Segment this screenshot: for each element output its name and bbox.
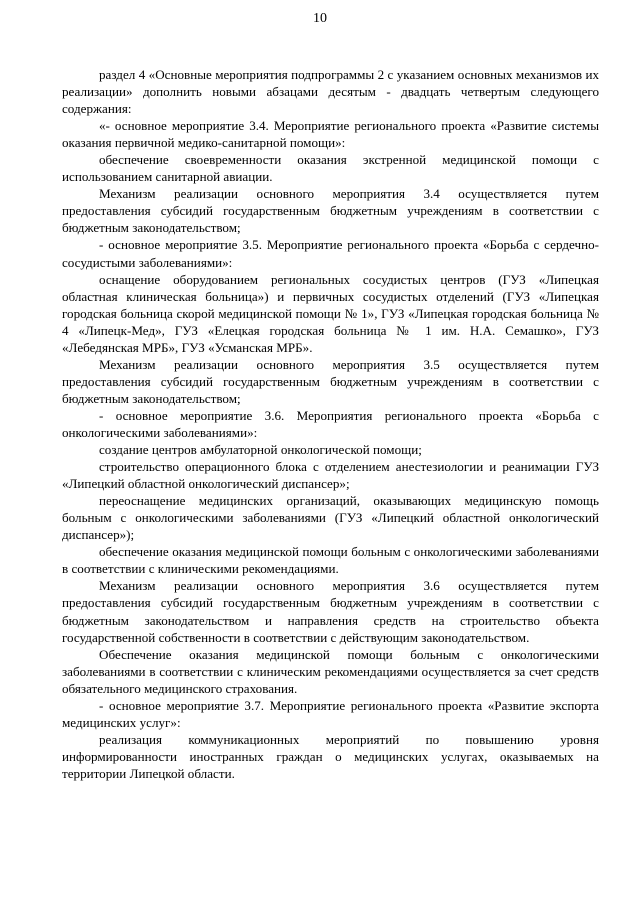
paragraph-measure-3-4-mechanism: Механизм реализации основного мероприятия 3.4 осуществляется путем предоставления субсидий государственным бюджетным учреждениям в соответствии с бюджетным законодательством;: [62, 186, 599, 236]
page-number: 10: [313, 11, 327, 26]
document-body: [62, 66, 599, 782]
paragraph-measure-3-5-item: оснащение оборудованием региональных сосудистых центров (ГУЗ «Липецкая областная клиническая больница») и первичных сосудистых отделений (ГУЗ «Липецкая городская больница скорой медицинской помощи № 1», ГУЗ «Липецкая городская больница № 4 «Липецк-Мед», ГУЗ «Елецкая городская больница № 1 им. Н.А. Семашко», ГУЗ «Лебедянская МРБ», ГУЗ «Усманская МРБ».: [62, 271, 599, 355]
paragraph-measure-3-7-title: - основное мероприятие 3.7. Мероприятие регионального проекта «Развитие экспорта медицинских услуг»:: [62, 697, 599, 730]
paragraph-measure-3-6-item: создание центров амбулаторной онкологической помощи;: [99, 442, 422, 458]
paragraph-measure-3-6-item: обеспечение оказания медицинской помощи больным с онкологическими заболеваниями в соответствии с клиническими рекомендациями.: [62, 544, 599, 577]
paragraph-measure-3-5-mechanism: Механизм реализации основного мероприятия 3.5 осуществляется путем предоставления субсидий государственным бюджетным учреждениям в соответствии с бюджетным законодательством;: [62, 356, 599, 406]
paragraph-measure-3-6-funding: Обеспечение оказания медицинской помощи больным с онкологическими заболеваниями в соответствии с клиническим рекомендациями осуществляется за счет средств обязательного медицинского страхования.: [62, 646, 599, 696]
paragraph-measure-3-7-item: реализация коммуникационных мероприятий по повышению уровня информированности иностранных граждан о медицинских услугах, оказываемых на территории Липецкой области.: [62, 731, 599, 781]
paragraph-measure-3-6-item: строительство операционного блока с отделением анестезиологии и реанимации ГУЗ «Липецкий областной онкологический диспансер»;: [62, 459, 599, 492]
paragraph-section-4-intro: раздел 4 «Основные мероприятия подпрограммы 2 с указанием основных механизмов их реализации» дополнить новыми абзацами десятым - двадцать четвертым следующего содержания:: [62, 67, 599, 117]
paragraph-measure-3-4-title: «- основное мероприятие 3.4. Мероприятие регионального проекта «Развитие системы оказания первичной медико-санитарной помощи»:: [62, 118, 599, 151]
paragraph-measure-3-6-item: переоснащение медицинских организаций, оказывающих медицинскую помощь больным с онкологическими заболеваниями (ГУЗ «Липецкий областной онкологический диспансер»);: [62, 493, 599, 543]
paragraph-measure-3-4-item: обеспечение своевременности оказания экстренной медицинской помощи с использованием санитарной авиации.: [62, 152, 599, 185]
paragraph-measure-3-5-title: - основное мероприятие 3.5. Мероприятие регионального проекта «Борьба с сердечно-сосудистыми заболеваниями»:: [62, 237, 599, 270]
paragraph-measure-3-6-title: - основное мероприятие 3.6. Мероприятия регионального проекта «Борьба с онкологическими заболеваниями»:: [62, 407, 599, 440]
paragraph-measure-3-6-mechanism: Механизм реализации основного мероприятия 3.6 осуществляется путем предоставления субсидий государственным бюджетным учреждениям в соответствии с бюджетным законодательством и направления средств на строительство объекта государственной собственности в соответствии с действующим законодательством.: [62, 578, 599, 645]
